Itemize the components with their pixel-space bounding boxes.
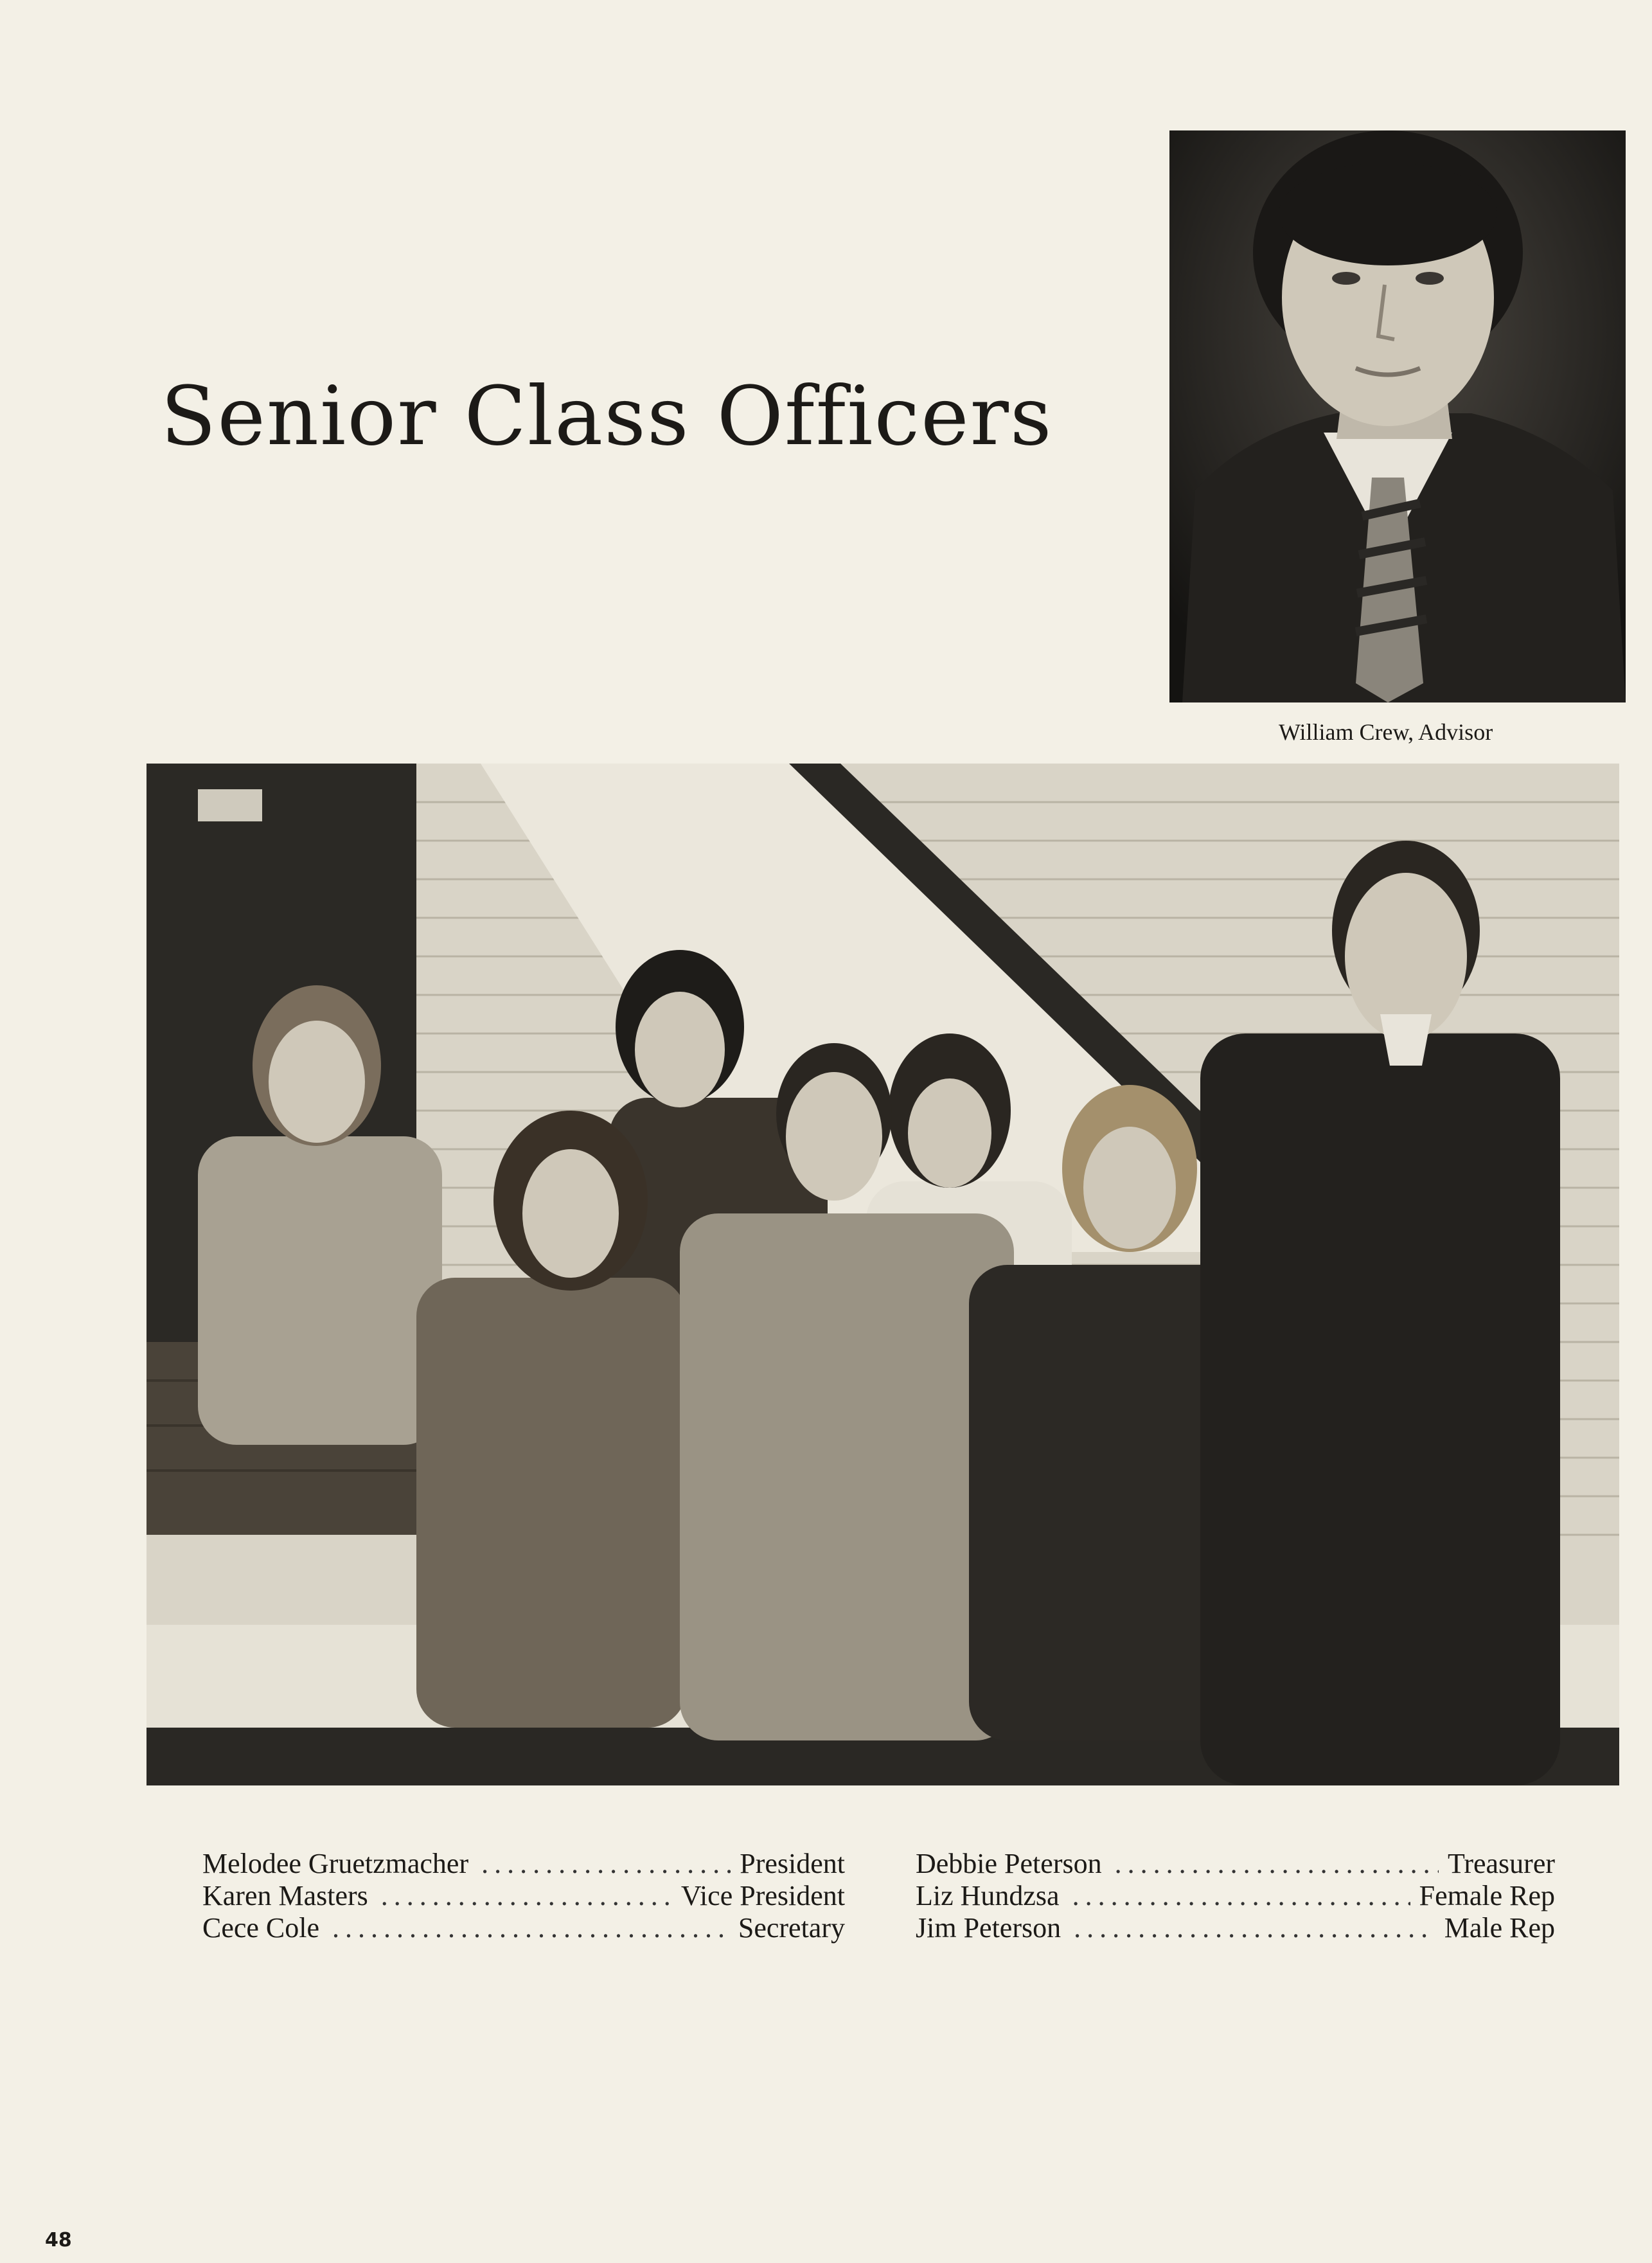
officer-role: President xyxy=(740,1848,845,1879)
officer-row xyxy=(202,1848,845,1880)
leader-dots xyxy=(1115,1848,1439,1880)
officer-name: Jim Peterson xyxy=(916,1912,1061,1944)
officer-name: Liz Hundzsa xyxy=(916,1880,1060,1911)
officer-name: Karen Masters xyxy=(202,1880,368,1911)
officers-list-left xyxy=(202,1848,845,1944)
officer-row xyxy=(202,1912,845,1944)
page-title: Senior Class Officers xyxy=(161,369,1053,464)
officer-role: Male Rep xyxy=(1444,1912,1555,1944)
leader-dots xyxy=(481,1848,731,1880)
leader-dots xyxy=(381,1880,672,1912)
page-number: 48 xyxy=(45,2229,72,2251)
advisor-caption: William Crew, Advisor xyxy=(1279,719,1493,745)
officer-name: Cece Cole xyxy=(202,1912,320,1944)
officer-row xyxy=(916,1912,1555,1944)
leader-dots xyxy=(1072,1880,1410,1912)
officer-role: Vice President xyxy=(680,1880,845,1911)
leader-dots xyxy=(332,1912,729,1944)
officer-name: Debbie Peterson xyxy=(916,1848,1102,1879)
officers-list-right xyxy=(916,1848,1555,1944)
officer-name: Melodee Gruetzmacher xyxy=(202,1848,469,1879)
officer-row xyxy=(916,1880,1555,1912)
officer-row xyxy=(202,1880,845,1912)
group-photo xyxy=(147,764,1619,1785)
officer-role: Female Rep xyxy=(1419,1880,1555,1911)
advisor-portrait-photo xyxy=(1169,130,1626,702)
officer-role: Secretary xyxy=(738,1912,845,1944)
officer-row xyxy=(916,1848,1555,1880)
leader-dots xyxy=(1074,1912,1435,1944)
officer-role: Treasurer xyxy=(1448,1848,1555,1879)
